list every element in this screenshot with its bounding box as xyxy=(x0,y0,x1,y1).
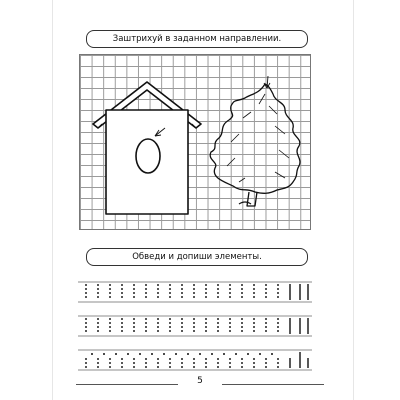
page-number: 5 xyxy=(197,376,203,386)
tracing-row-3 xyxy=(78,350,312,370)
hatching-drawings xyxy=(79,54,311,230)
tracing-rows xyxy=(78,278,312,373)
tracing-row-1 xyxy=(78,282,312,302)
footer-rule-left xyxy=(76,384,178,385)
tracing-row-2 xyxy=(78,316,312,336)
tree-drawing xyxy=(210,76,300,206)
exercise2-instruction xyxy=(86,248,308,266)
exercise1-instruction-text: Заштрихуй в заданном направлении. xyxy=(112,34,282,44)
birdhouse-drawing xyxy=(93,82,201,214)
footer-rule-right xyxy=(222,384,324,385)
exercise1-instruction xyxy=(86,30,308,48)
exercise2-instruction-text: Обведи и допиши элементы. xyxy=(132,252,262,262)
